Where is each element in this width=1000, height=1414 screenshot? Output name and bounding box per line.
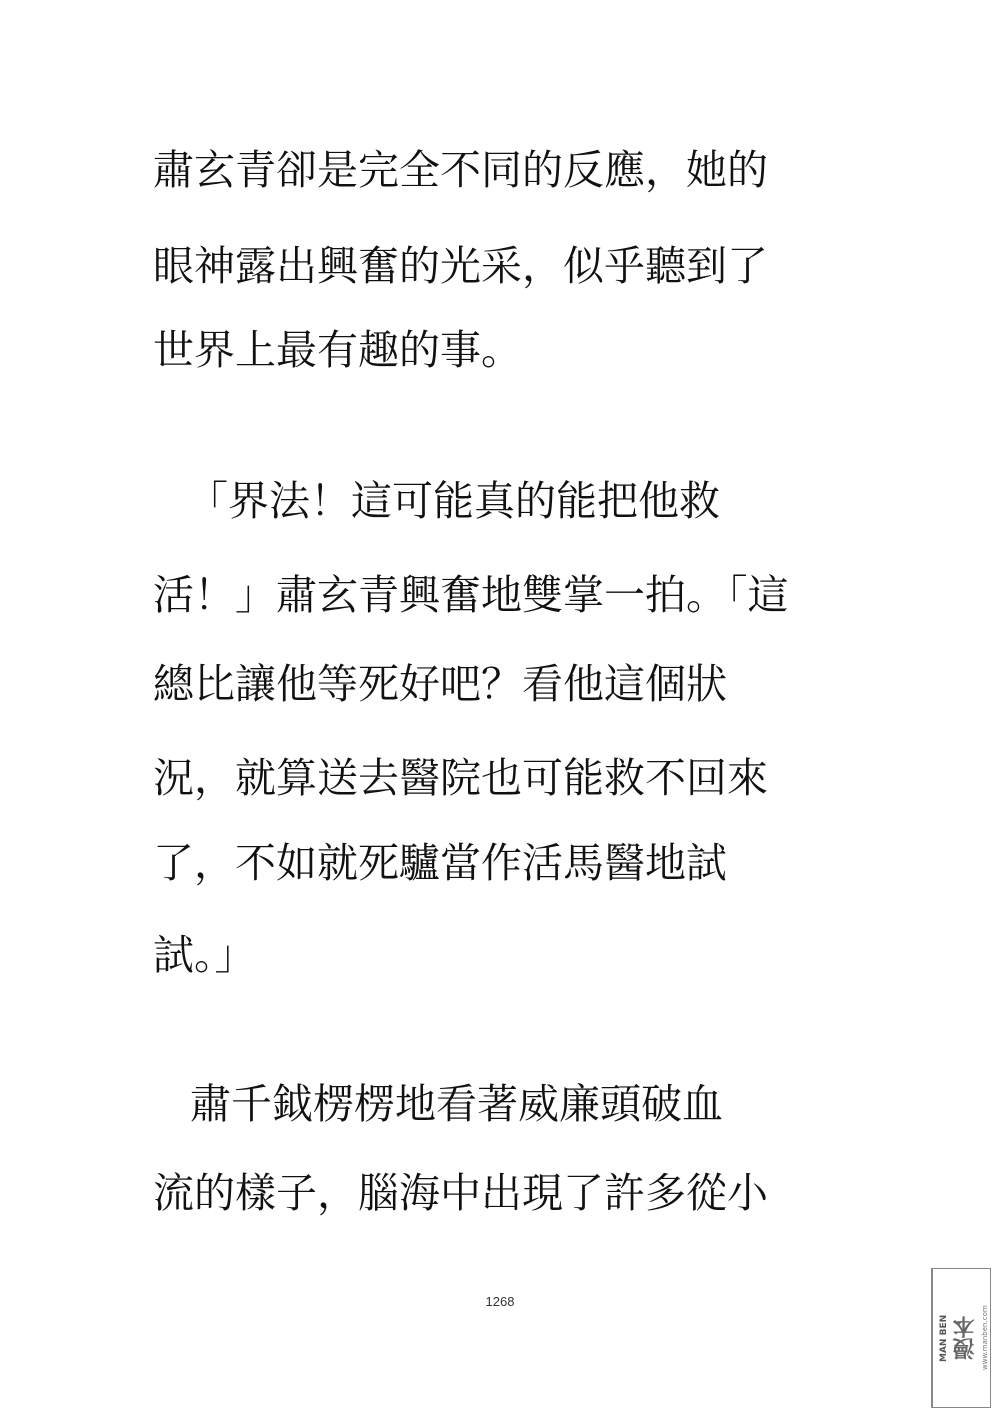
watermark-url: www.manben.com — [981, 1305, 989, 1371]
text-line-1: 肅玄青卻是完全不同的反應，她的 — [153, 146, 768, 194]
text-line-7: 況，就算送去醫院也可能救不回來 — [153, 754, 768, 802]
text-line-10: 肅千鉞楞楞地看著威廉頭破血 — [190, 1080, 723, 1128]
text-line-9: 試。」 — [153, 931, 256, 979]
text-line-6: 總比讓他等死好吧？看他這個狀 — [153, 660, 727, 708]
watermark-main-text: 漫本 — [952, 1316, 978, 1360]
text-line-5: 活！」肅玄青興奮地雙掌一拍。「這 — [153, 571, 789, 619]
watermark-logo — [931, 1268, 991, 1408]
page-number: 1268 — [485, 1294, 515, 1309]
watermark-box-text: MAN BEN — [932, 1269, 949, 1407]
text-line-3: 世界上最有趣的事。 — [153, 326, 522, 374]
text-line-2: 眼神露出興奮的光采，似乎聽到了 — [153, 242, 768, 290]
text-line-11: 流的樣子，腦海中出現了許多從小 — [153, 1169, 768, 1217]
text-line-4: 「界法！這可能真的能把他救 — [187, 477, 720, 525]
text-line-8: 了，不如就死驢當作活馬醫地試 — [153, 839, 727, 887]
